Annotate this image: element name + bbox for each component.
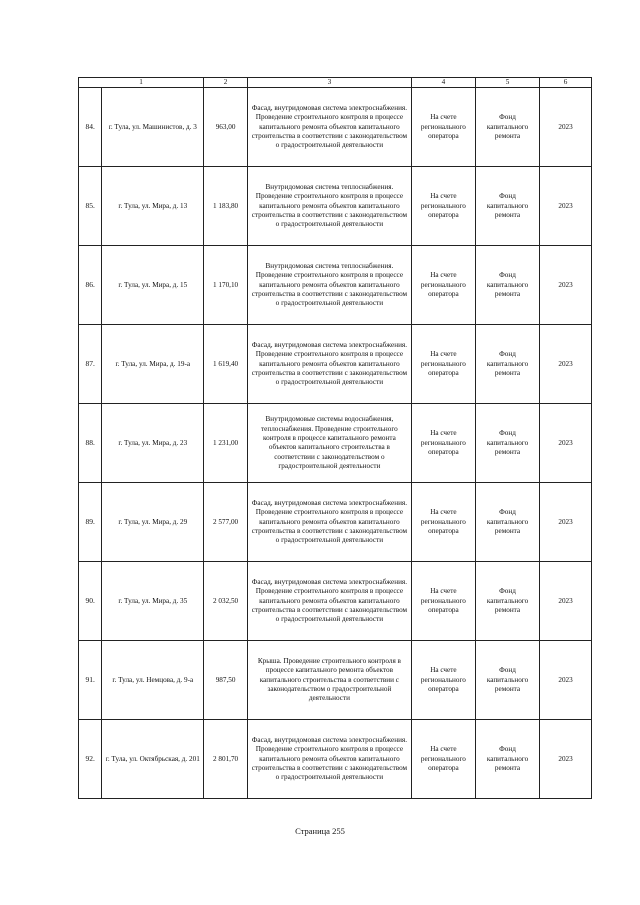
year-cell: 2023: [540, 88, 592, 167]
header-row: [79, 78, 592, 88]
table-header: [79, 78, 592, 88]
amount-cell: 987,50: [204, 641, 248, 720]
table-row: [79, 325, 592, 404]
fund-cell: Фонд капитального ремонта: [475, 167, 539, 246]
amount-cell: 1 183,80: [204, 167, 248, 246]
year-cell: 2023: [540, 483, 592, 562]
work-description-cell: Внутридомовые системы водоснабжения, теплоснабжения. Проведение строительного контроля в процессе капитального ремонта объектов капитального строительства в соответствии с законодательством о градостроительной деятельности: [247, 404, 411, 483]
amount-cell: 2 801,70: [204, 720, 248, 799]
address-cell: г. Тула, ул. Мира, д. 23: [102, 404, 204, 483]
header-cell-5: 5: [475, 78, 539, 88]
year-cell: 2023: [540, 246, 592, 325]
year-cell: 2023: [540, 325, 592, 404]
funding-source-cell: На счете регионального оператора: [411, 641, 475, 720]
funding-source-cell: На счете регионального оператора: [411, 325, 475, 404]
row-number: 91.: [79, 641, 102, 720]
header-cell-1: 1: [79, 78, 204, 88]
address-cell: г. Тула, ул. Машинистов, д. 3: [102, 88, 204, 167]
page-number: Страница 255: [295, 826, 345, 836]
table-row: [79, 483, 592, 562]
row-number: 88.: [79, 404, 102, 483]
funding-source-cell: На счете регионального оператора: [411, 562, 475, 641]
row-number: 89.: [79, 483, 102, 562]
work-description-cell: Фасад, внутридомовая система электроснабжения. Проведение строительного контроля в процессе капитального ремонта объектов капитального строительства в соответствии с законодательством о градостроительной деятельности: [247, 562, 411, 641]
table-row: [79, 88, 592, 167]
fund-cell: Фонд капитального ремонта: [475, 641, 539, 720]
funding-source-cell: На счете регионального оператора: [411, 246, 475, 325]
amount-cell: 1 231,00: [204, 404, 248, 483]
amount-cell: 1 619,40: [204, 325, 248, 404]
year-cell: 2023: [540, 167, 592, 246]
amount-cell: 1 170,10: [204, 246, 248, 325]
row-number: 90.: [79, 562, 102, 641]
work-description-cell: Внутридомовая система теплоснабжения. Проведение строительного контроля в процессе капитального ремонта объектов капитального строительства в соответствии с законодательством о градостроительной деятельности: [247, 167, 411, 246]
fund-cell: Фонд капитального ремонта: [475, 562, 539, 641]
work-description-cell: Фасад, внутридомовая система электроснабжения. Проведение строительного контроля в процессе капитального ремонта объектов капитального строительства в соответствии с законодательством о градостроительной деятельности: [247, 483, 411, 562]
fund-cell: Фонд капитального ремонта: [475, 246, 539, 325]
fund-cell: Фонд капитального ремонта: [475, 404, 539, 483]
row-number: 84.: [79, 88, 102, 167]
address-cell: г. Тула, ул. Мира, д. 15: [102, 246, 204, 325]
address-cell: г. Тула, ул. Мира, д. 19-а: [102, 325, 204, 404]
header-cell-3: 3: [247, 78, 411, 88]
table-body: [79, 88, 592, 799]
header-cell-2: 2: [204, 78, 248, 88]
table-row: [79, 562, 592, 641]
table-row: [79, 404, 592, 483]
work-description-cell: Фасад, внутридомовая система электроснабжения. Проведение строительного контроля в процессе капитального ремонта объектов капитального строительства в соответствии с законодательством о градостроительной деятельности: [247, 325, 411, 404]
work-description-cell: Внутридомовая система теплоснабжения. Проведение строительного контроля в процессе капитального ремонта объектов капитального строительства в соответствии с законодательством о градостроительной деятельности: [247, 246, 411, 325]
amount-cell: 2 577,00: [204, 483, 248, 562]
funding-source-cell: На счете регионального оператора: [411, 483, 475, 562]
row-number: 92.: [79, 720, 102, 799]
table-row: [79, 641, 592, 720]
amount-cell: 2 032,50: [204, 562, 248, 641]
table-row: [79, 246, 592, 325]
address-cell: г. Тула, ул. Немцова, д. 9-а: [102, 641, 204, 720]
address-cell: г. Тула, ул. Мира, д. 29: [102, 483, 204, 562]
address-cell: г. Тула, ул. Мира, д. 13: [102, 167, 204, 246]
row-number: 87.: [79, 325, 102, 404]
funding-source-cell: На счете регионального оператора: [411, 167, 475, 246]
funding-source-cell: На счете регионального оператора: [411, 720, 475, 799]
year-cell: 2023: [540, 562, 592, 641]
address-cell: г. Тула, ул. Мира, д. 35: [102, 562, 204, 641]
year-cell: 2023: [540, 720, 592, 799]
funding-source-cell: На счете регионального оператора: [411, 404, 475, 483]
header-cell-4: 4: [411, 78, 475, 88]
year-cell: 2023: [540, 404, 592, 483]
row-number: 86.: [79, 246, 102, 325]
program-table: [78, 77, 592, 799]
row-number: 85.: [79, 167, 102, 246]
year-cell: 2023: [540, 641, 592, 720]
table-row: [79, 167, 592, 246]
address-cell: г. Тула, ул. Октябрьская, д. 201: [102, 720, 204, 799]
fund-cell: Фонд капитального ремонта: [475, 325, 539, 404]
fund-cell: Фонд капитального ремонта: [475, 88, 539, 167]
header-cell-6: 6: [540, 78, 592, 88]
fund-cell: Фонд капитального ремонта: [475, 720, 539, 799]
work-description-cell: Фасад, внутридомовая система электроснабжения. Проведение строительного контроля в процессе капитального ремонта объектов капитального строительства в соответствии с законодательством о градостроительной деятельности: [247, 720, 411, 799]
work-description-cell: Крыша. Проведение строительного контроля в процессе капитального ремонта объектов капитального строительства в соответствии с законодательством о градостроительной деятельности: [247, 641, 411, 720]
amount-cell: 963,00: [204, 88, 248, 167]
table-row: [79, 720, 592, 799]
fund-cell: Фонд капитального ремонта: [475, 483, 539, 562]
funding-source-cell: На счете регионального оператора: [411, 88, 475, 167]
work-description-cell: Фасад, внутридомовая система электроснабжения. Проведение строительного контроля в процессе капитального ремонта объектов капитального строительства в соответствии с законодательством о градостроительной деятельности: [247, 88, 411, 167]
